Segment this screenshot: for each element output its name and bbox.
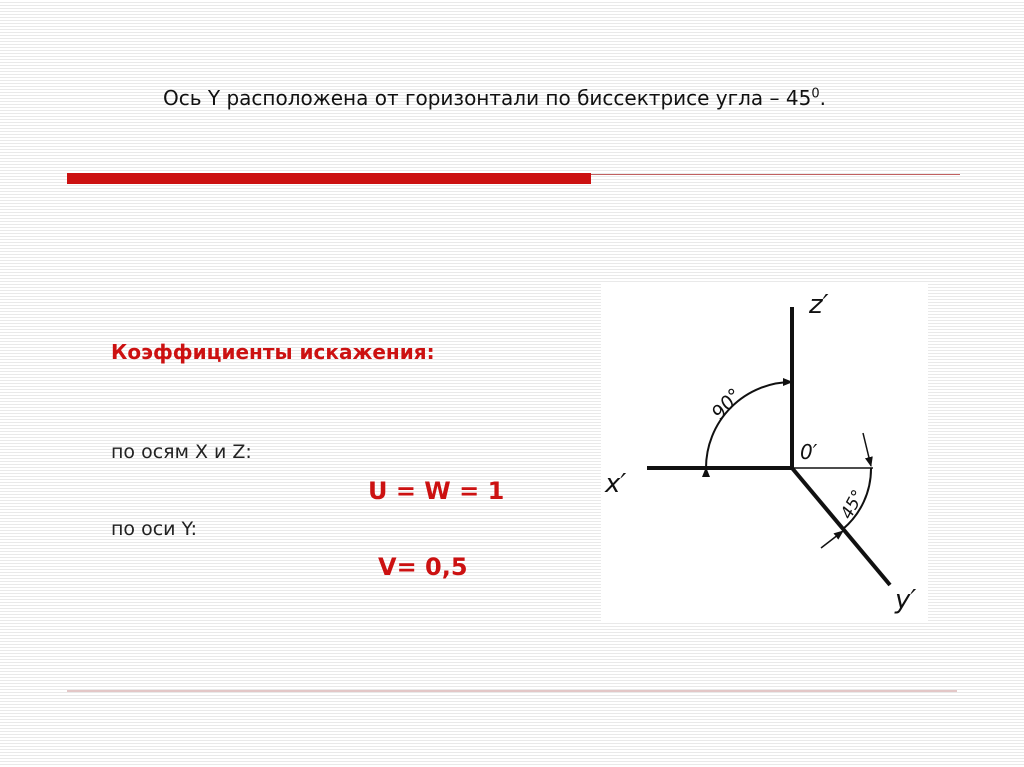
axonometric-axes-diagram: [601, 283, 928, 621]
slide-title-superscript: 0: [811, 86, 820, 102]
angle-45-bottom-arrow: [821, 531, 843, 548]
v-coefficient-value: V= 0,5: [378, 553, 468, 581]
axis-y-label: по оси Y:: [111, 518, 198, 540]
slide-title: [163, 86, 826, 110]
slide-title-suffix: .: [819, 86, 826, 110]
title-divider-thin: [591, 174, 960, 175]
y-axis-line: [792, 468, 890, 585]
angle-45-top-arrow: [863, 433, 871, 466]
footer-divider: [67, 690, 957, 692]
uw-coefficient-value: U = W = 1: [368, 477, 505, 505]
angle-90-label: 90°: [707, 384, 747, 424]
angle-45-label: 45°: [836, 486, 869, 523]
axes-diagram-svg: [601, 283, 928, 621]
coefficients-heading: Коэффициенты искажения:: [111, 340, 435, 364]
axes-xz-label: по осям X и Z:: [111, 441, 252, 463]
z-axis-label: z′: [809, 290, 829, 320]
angle-90-arc: [706, 382, 792, 468]
origin-label: 0′: [800, 440, 818, 464]
title-divider-thick: [67, 173, 591, 184]
x-axis-label: x′: [605, 469, 627, 499]
slide-title-text: Ось Y расположена от горизонтали по биссектрисе угла – 45: [163, 86, 812, 110]
y-axis-label: y′: [895, 585, 917, 615]
